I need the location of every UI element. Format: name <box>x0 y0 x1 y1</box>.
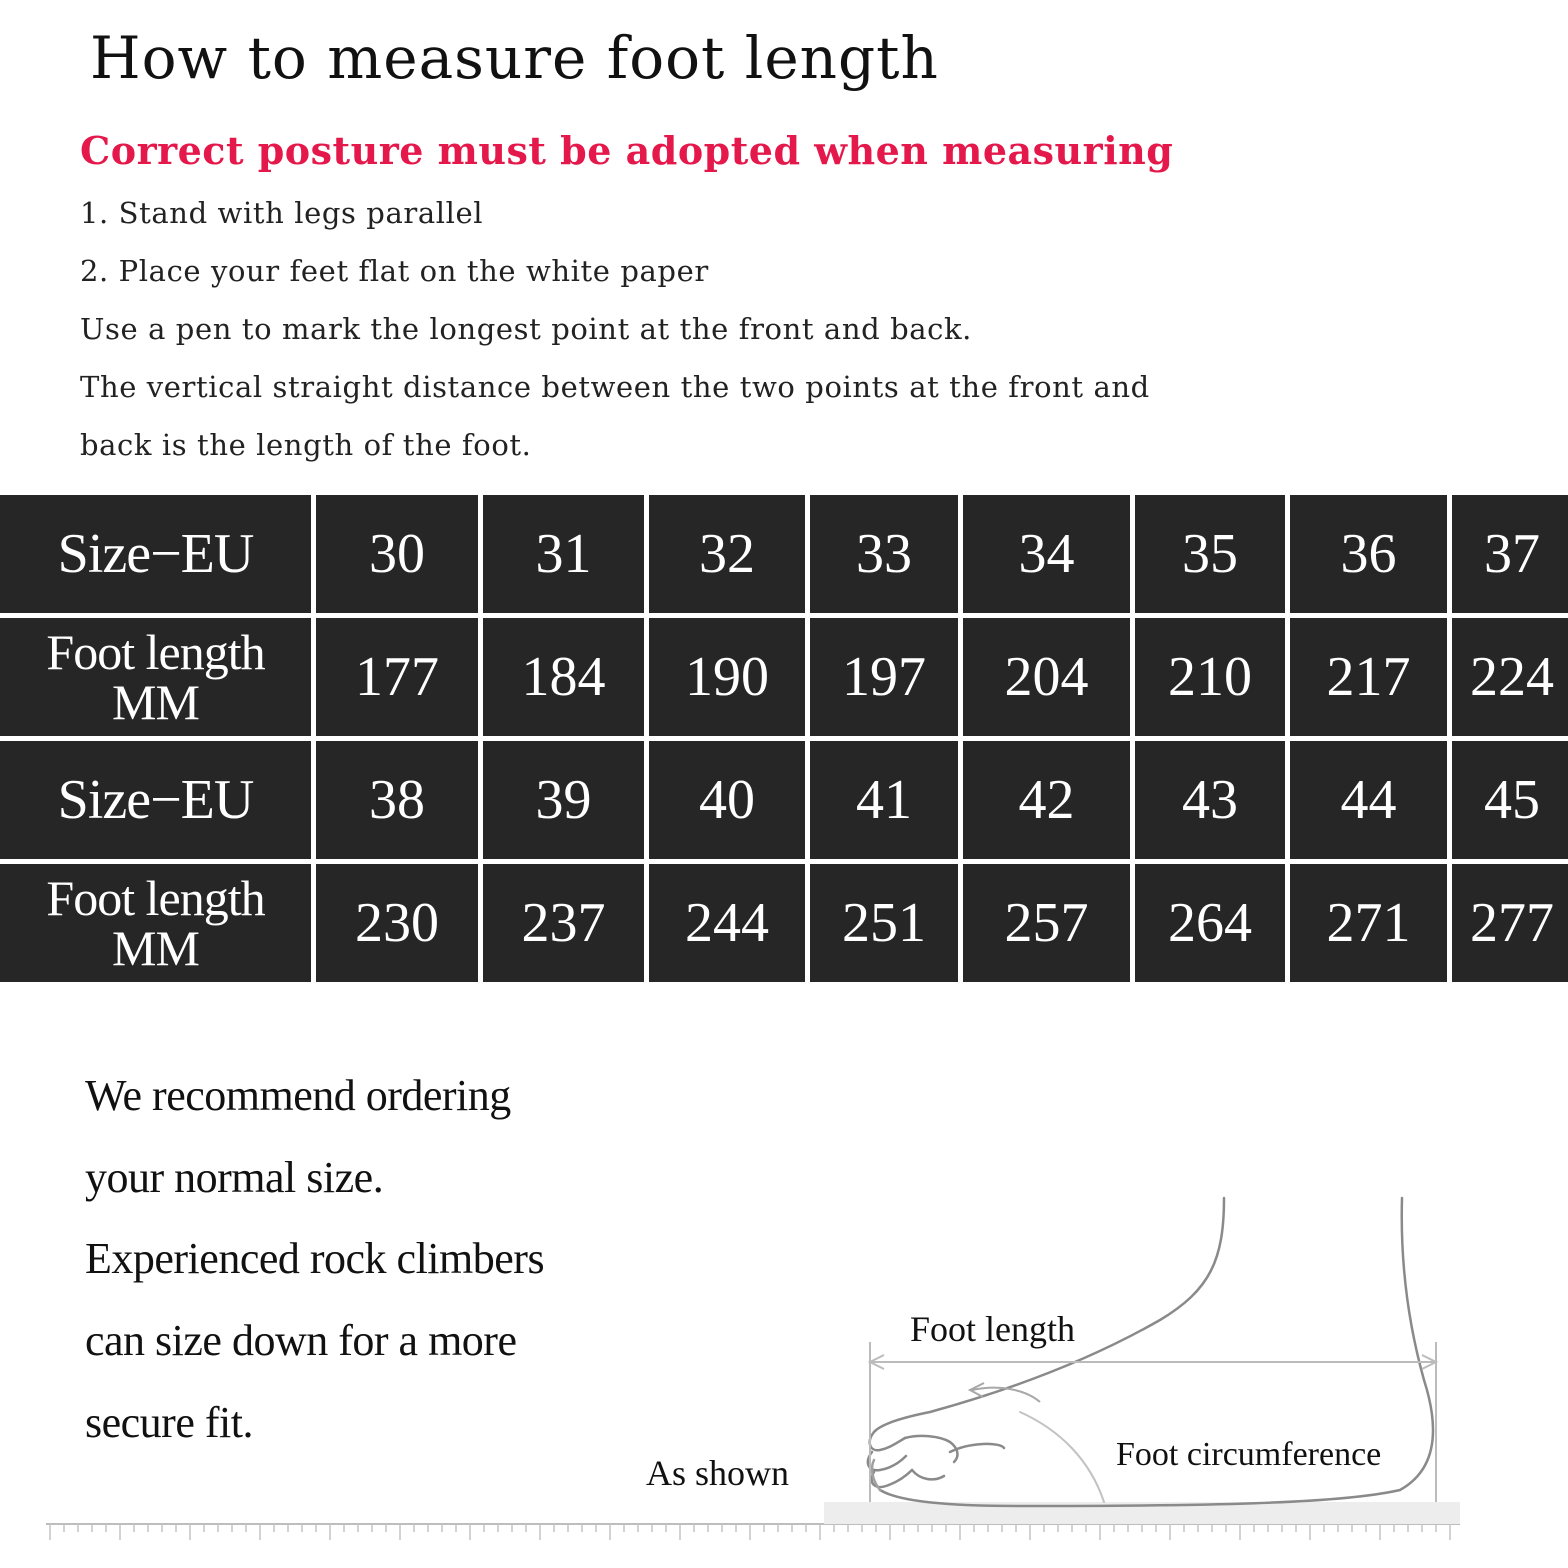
size-cell: 38 <box>316 741 478 859</box>
length-header-line: Foot length <box>46 624 265 680</box>
length-header-line: Foot length <box>46 870 265 926</box>
length-cell: 257 <box>963 864 1130 982</box>
size-cell: 43 <box>1135 741 1285 859</box>
as-shown-label: As shown <box>646 1453 790 1493</box>
size-cell: 35 <box>1135 495 1285 613</box>
size-chart-table <box>0 490 1568 987</box>
length-cell: 277 <box>1452 864 1568 982</box>
length-header-unit: MM <box>112 674 199 730</box>
size-cell: 42 <box>963 741 1130 859</box>
page-title: How to measure foot length <box>90 24 939 92</box>
size-cell: 31 <box>483 495 644 613</box>
length-cell: 224 <box>1452 618 1568 736</box>
size-row <box>0 495 1568 613</box>
length-cell: 271 <box>1290 864 1447 982</box>
length-row <box>0 618 1568 736</box>
size-cell: 37 <box>1452 495 1568 613</box>
length-cell: 177 <box>316 618 478 736</box>
size-cell: 41 <box>810 741 958 859</box>
length-cell: 251 <box>810 864 958 982</box>
instruction-line: 2. Place your feet flat on the white paper <box>80 254 709 288</box>
length-cell: 264 <box>1135 864 1285 982</box>
size-cell: 44 <box>1290 741 1447 859</box>
ruler <box>46 1502 1460 1540</box>
size-cell: 45 <box>1452 741 1568 859</box>
size-cell: 34 <box>963 495 1130 613</box>
length-header-cell <box>0 864 311 982</box>
instruction-line: back is the length of the foot. <box>80 428 532 462</box>
circumference-arrow <box>970 1383 1040 1402</box>
length-header-unit: MM <box>112 920 199 976</box>
size-cell: 32 <box>649 495 805 613</box>
length-cell: 210 <box>1135 618 1285 736</box>
size-cell: 33 <box>810 495 958 613</box>
recommendation-line: can size down for a more <box>85 1316 517 1365</box>
instruction-line: The vertical straight distance between the two points at the front and <box>80 370 1150 404</box>
instruction-line: Use a pen to mark the longest point at the front and back. <box>80 312 972 346</box>
size-row <box>0 741 1568 859</box>
size-header-cell: Size−EU <box>0 495 311 613</box>
length-cell: 204 <box>963 618 1130 736</box>
size-header-cell: Size−EU <box>0 741 311 859</box>
length-cell: 184 <box>483 618 644 736</box>
recommendation-line: your normal size. <box>85 1153 384 1202</box>
recommendation-line: secure fit. <box>85 1398 253 1447</box>
posture-subtitle: Correct posture must be adopted when measuring <box>80 128 1174 173</box>
size-cell: 40 <box>649 741 805 859</box>
foot-length-label: Foot length <box>910 1309 1076 1349</box>
foot-circumference-label: Foot circumference <box>1116 1436 1382 1473</box>
length-cell: 197 <box>810 618 958 736</box>
foot-measure-diagram <box>0 1180 1568 1568</box>
recommendation-line: Experienced rock climbers <box>85 1234 545 1283</box>
length-cell: 230 <box>316 864 478 982</box>
length-cell: 217 <box>1290 618 1447 736</box>
recommendation-line: We recommend ordering <box>85 1071 511 1120</box>
size-cell: 36 <box>1290 495 1447 613</box>
instruction-line: 1. Stand with legs parallel <box>80 196 484 230</box>
length-row <box>0 864 1568 982</box>
size-cell: 39 <box>483 741 644 859</box>
length-cell: 190 <box>649 618 805 736</box>
foot-length-arrow <box>870 1342 1436 1502</box>
length-cell: 237 <box>483 864 644 982</box>
size-cell: 30 <box>316 495 478 613</box>
length-header-cell <box>0 618 311 736</box>
length-cell: 244 <box>649 864 805 982</box>
